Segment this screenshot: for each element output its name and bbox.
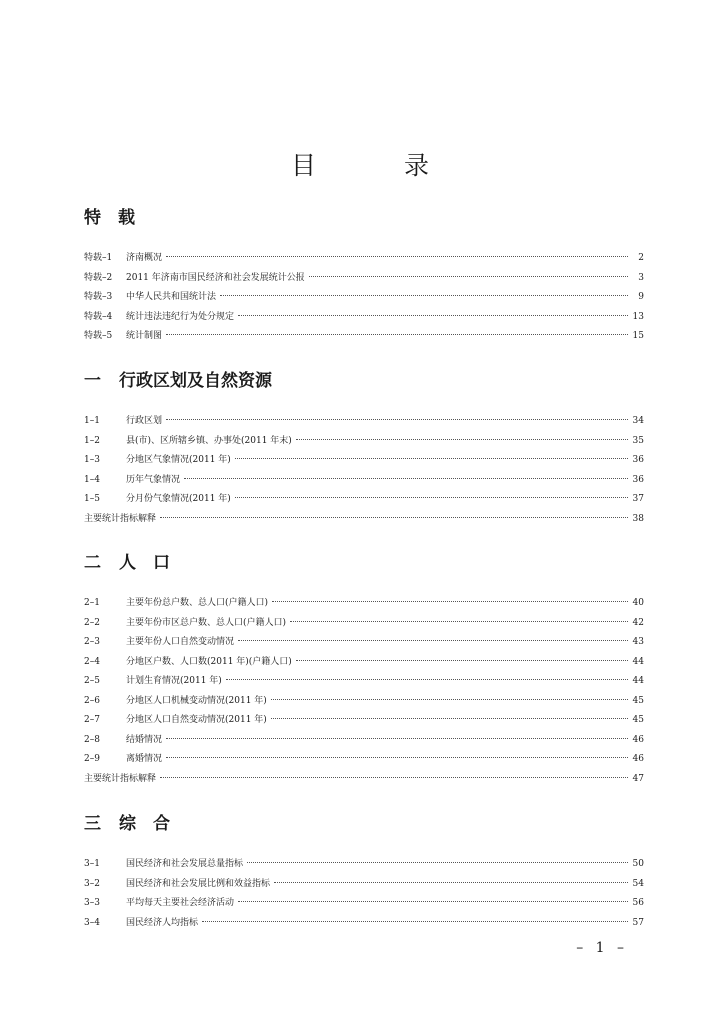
section-heading bbox=[84, 207, 644, 229]
section-name: 特 载 bbox=[84, 208, 135, 228]
entry-code: 2–9 bbox=[84, 754, 100, 764]
page-title: 目 录 bbox=[291, 151, 469, 180]
entry-page: 42 bbox=[632, 617, 644, 628]
toc-entry[interactable] bbox=[84, 855, 644, 875]
entry-title: 2011 年济南市国民经济和社会发展统计公报 bbox=[126, 272, 305, 283]
entry-page: 50 bbox=[632, 859, 644, 869]
dot-leader bbox=[166, 757, 628, 758]
entry-title: 离婚情况 bbox=[126, 754, 163, 764]
dot-leader bbox=[271, 699, 628, 700]
entry-page: 15 bbox=[632, 331, 644, 341]
entry-page: 13 bbox=[632, 311, 644, 322]
toc-entry[interactable] bbox=[84, 288, 644, 308]
dot-leader bbox=[238, 640, 628, 641]
entry-title: 统计违法违纪行为处分规定 bbox=[126, 311, 235, 322]
entry-page: 44 bbox=[632, 676, 644, 686]
entry-title: 行政区划 bbox=[126, 416, 163, 426]
entry-title: 主要统计指标解释 bbox=[84, 773, 157, 784]
entry-page: 9 bbox=[638, 292, 644, 302]
entry-code: 3–1 bbox=[84, 859, 100, 869]
toc-entry[interactable] bbox=[84, 731, 644, 751]
entry-title: 主要统计指标解释 bbox=[84, 513, 157, 524]
entry-code: 特载–2 bbox=[84, 272, 113, 283]
toc-entry[interactable] bbox=[84, 412, 644, 432]
toc-list bbox=[84, 249, 644, 347]
dot-leader bbox=[202, 921, 628, 922]
entry-code: 2–5 bbox=[84, 676, 100, 686]
toc-entry[interactable] bbox=[84, 249, 644, 269]
dot-leader bbox=[166, 256, 628, 257]
toc-list bbox=[84, 855, 644, 933]
entry-page: 45 bbox=[632, 715, 644, 725]
entry-title: 平均每天主要社会经济活动 bbox=[126, 898, 235, 908]
toc-entry[interactable] bbox=[84, 692, 644, 712]
toc-entry[interactable] bbox=[84, 914, 644, 934]
entry-title: 中华人民共和国统计法 bbox=[126, 292, 217, 302]
toc-entry[interactable] bbox=[84, 711, 644, 731]
dot-leader bbox=[184, 478, 628, 479]
entry-title: 主要年份总户数、总人口(户籍人口) bbox=[126, 598, 269, 608]
entry-title: 分地区气象情况(2011 年) bbox=[126, 455, 231, 465]
dot-leader bbox=[296, 439, 628, 440]
entry-code: 2–3 bbox=[84, 637, 100, 647]
dot-leader bbox=[160, 517, 628, 518]
dot-leader bbox=[238, 315, 628, 316]
section-heading bbox=[84, 552, 644, 574]
toc-entry[interactable] bbox=[84, 750, 644, 770]
dot-leader bbox=[166, 334, 628, 335]
entry-page: 35 bbox=[632, 435, 644, 446]
entry-page: 36 bbox=[632, 474, 644, 485]
entry-code: 特载–5 bbox=[84, 331, 113, 341]
entry-code: 特载–3 bbox=[84, 292, 113, 302]
toc-entry[interactable] bbox=[84, 490, 644, 510]
section-population bbox=[84, 552, 644, 789]
toc-list bbox=[84, 594, 644, 789]
entry-page: 38 bbox=[632, 513, 644, 524]
dot-leader bbox=[271, 718, 628, 719]
dot-leader bbox=[272, 601, 628, 602]
dot-leader bbox=[290, 621, 628, 622]
entry-code: 3–2 bbox=[84, 878, 100, 889]
entry-code: 特载–4 bbox=[84, 311, 113, 322]
entry-title: 计划生育情况(2011 年) bbox=[126, 676, 222, 686]
entry-page: 36 bbox=[632, 455, 644, 465]
entry-page: 40 bbox=[632, 598, 644, 608]
entry-code: 2–4 bbox=[84, 656, 100, 667]
toc-entry[interactable] bbox=[84, 432, 644, 452]
entry-code: 1–5 bbox=[84, 494, 100, 504]
entry-title: 统计制图 bbox=[126, 331, 163, 341]
toc-entry[interactable] bbox=[84, 653, 644, 673]
entry-code: 3–3 bbox=[84, 898, 100, 908]
dot-leader bbox=[226, 679, 628, 680]
section-name: 行政区划及自然资源 bbox=[119, 371, 272, 391]
dot-leader bbox=[235, 458, 628, 459]
entry-title: 国民经济和社会发展总量指标 bbox=[126, 859, 244, 869]
entry-code: 2–6 bbox=[84, 695, 100, 706]
dot-leader bbox=[166, 419, 628, 420]
toc-entry[interactable] bbox=[84, 327, 644, 347]
entry-title: 分地区人口自然变动情况(2011 年) bbox=[126, 715, 267, 725]
dot-leader bbox=[166, 738, 628, 739]
toc-entry-notes[interactable] bbox=[84, 510, 644, 530]
section-heading bbox=[84, 813, 644, 835]
entry-page: 46 bbox=[632, 734, 644, 745]
toc-entry[interactable] bbox=[84, 471, 644, 491]
toc-entry[interactable] bbox=[84, 594, 644, 614]
entry-code: 1–1 bbox=[84, 416, 100, 426]
entry-page: 37 bbox=[632, 494, 644, 504]
entry-page: 44 bbox=[632, 656, 644, 667]
entry-title: 分月份气象情况(2011 年) bbox=[126, 494, 231, 504]
entry-code: 2–1 bbox=[84, 598, 100, 608]
toc-entry[interactable] bbox=[84, 633, 644, 653]
entry-code: 3–4 bbox=[84, 917, 100, 928]
section-special bbox=[84, 207, 644, 347]
section-comprehensive bbox=[84, 813, 644, 933]
dot-leader bbox=[296, 660, 628, 661]
toc-entry[interactable] bbox=[84, 875, 644, 895]
toc-entry[interactable] bbox=[84, 269, 644, 289]
dot-leader bbox=[160, 777, 628, 778]
entry-title: 国民经济人均指标 bbox=[126, 917, 199, 928]
page-number: – 1 – bbox=[576, 940, 628, 956]
section-name: 人 口 bbox=[119, 553, 170, 573]
entry-page: 34 bbox=[632, 416, 644, 426]
entry-title: 分地区户数、人口数(2011 年)(户籍人口) bbox=[126, 656, 292, 667]
entry-title: 国民经济和社会发展比例和效益指标 bbox=[126, 878, 271, 889]
entry-title: 历年气象情况 bbox=[126, 474, 181, 485]
entry-page: 57 bbox=[632, 917, 644, 928]
entry-code: 2–7 bbox=[84, 715, 100, 725]
entry-page: 43 bbox=[632, 637, 644, 647]
toc-entry[interactable] bbox=[84, 894, 644, 914]
entry-page: 54 bbox=[632, 878, 644, 889]
entry-title: 济南概况 bbox=[126, 253, 163, 263]
section-number: 三 bbox=[84, 814, 101, 834]
toc-entry-notes[interactable] bbox=[84, 770, 644, 790]
toc-entry[interactable] bbox=[84, 614, 644, 634]
dot-leader bbox=[247, 862, 628, 863]
entry-code: 1–4 bbox=[84, 474, 100, 485]
section-name: 综 合 bbox=[119, 814, 170, 834]
dot-leader bbox=[274, 882, 628, 883]
toc-entry[interactable] bbox=[84, 672, 644, 692]
entry-title: 县(市)、区所辖乡镇、办事处(2011 年末) bbox=[126, 435, 292, 446]
entry-page: 47 bbox=[632, 773, 644, 784]
toc-entry[interactable] bbox=[84, 308, 644, 328]
entry-title: 主要年份市区总户数、总人口(户籍人口) bbox=[126, 617, 287, 628]
entry-page: 3 bbox=[638, 272, 644, 283]
entry-code: 2–2 bbox=[84, 617, 100, 628]
entry-page: 56 bbox=[632, 898, 644, 908]
dot-leader bbox=[309, 276, 628, 277]
section-heading bbox=[84, 370, 644, 392]
toc-list bbox=[84, 412, 644, 529]
entry-code: 特载–1 bbox=[84, 253, 113, 263]
entry-code: 1–3 bbox=[84, 455, 100, 465]
section-number: 二 bbox=[84, 553, 101, 573]
section-number: 一 bbox=[84, 371, 101, 391]
entry-code: 2–8 bbox=[84, 734, 100, 745]
entry-page: 2 bbox=[638, 253, 644, 263]
dot-leader bbox=[238, 901, 628, 902]
entry-code: 1–2 bbox=[84, 435, 100, 446]
entry-page: 45 bbox=[632, 695, 644, 706]
section-admin-division bbox=[84, 370, 644, 529]
entry-title: 主要年份人口自然变动情况 bbox=[126, 637, 235, 647]
dot-leader bbox=[220, 295, 628, 296]
entry-title: 结婚情况 bbox=[126, 734, 163, 745]
dot-leader bbox=[235, 497, 628, 498]
entry-page: 46 bbox=[632, 754, 644, 764]
entry-title: 分地区人口机械变动情况(2011 年) bbox=[126, 695, 267, 706]
toc-entry[interactable] bbox=[84, 451, 644, 471]
